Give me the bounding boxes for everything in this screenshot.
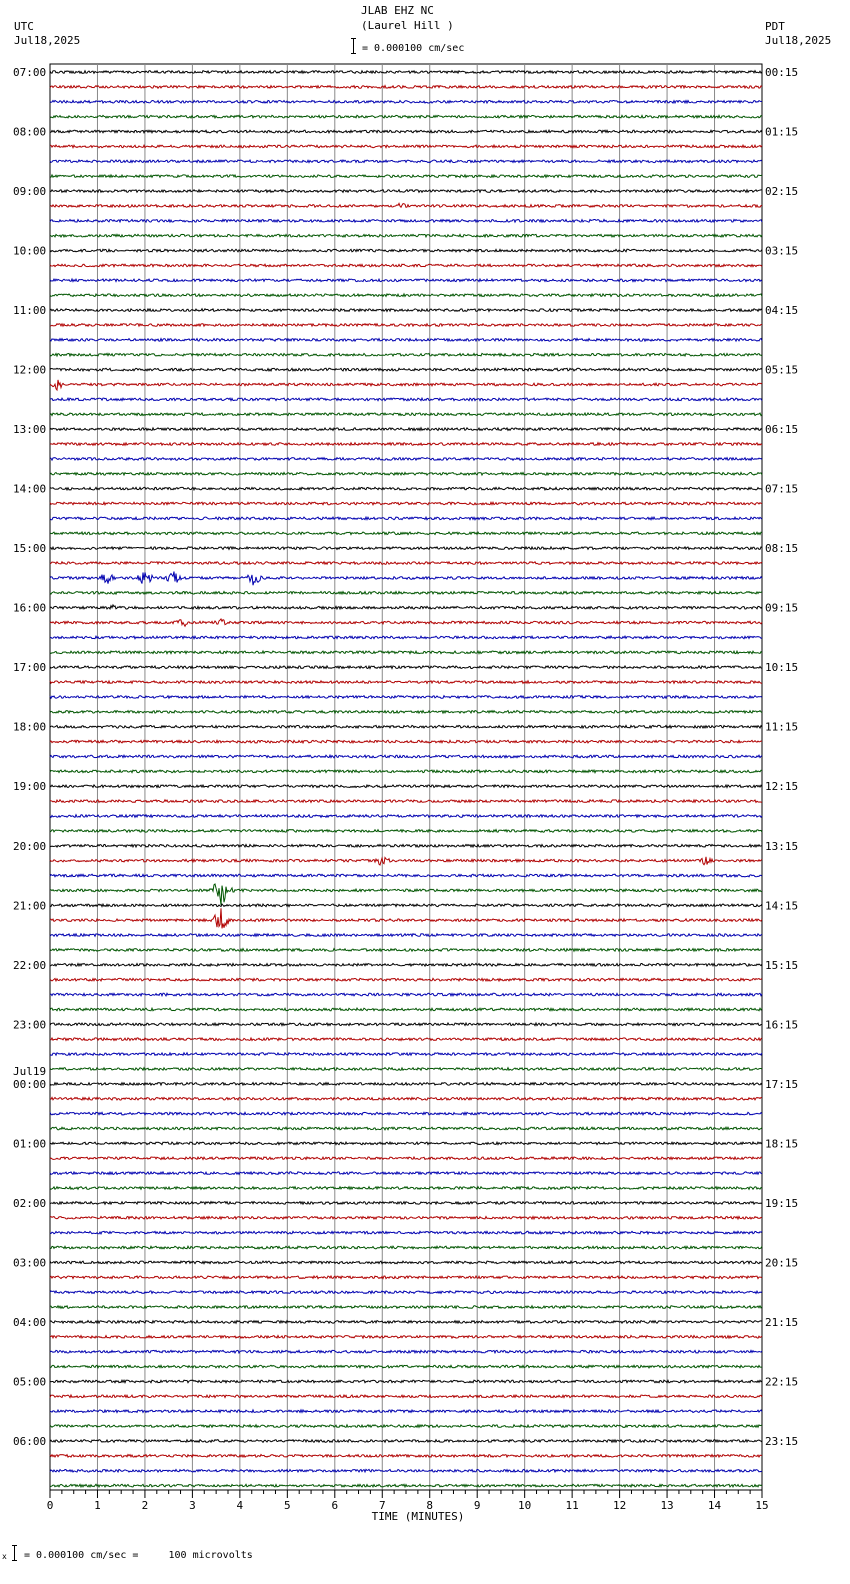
seismic-trace (50, 1410, 762, 1413)
seismic-trace (50, 884, 762, 905)
footer-marker: x (2, 1552, 7, 1561)
x-tick-label: 5 (284, 1499, 291, 1512)
seismic-trace (50, 1023, 762, 1026)
seismic-trace (50, 636, 762, 639)
pdt-hour-label: 20:15 (765, 1256, 799, 1270)
utc-hour-label: 02:00 (13, 1196, 47, 1210)
seismic-trace (50, 1231, 762, 1234)
seismic-trace (50, 815, 762, 818)
day-change-label: Jul19 (13, 1064, 47, 1078)
pdt-hour-label: 10:15 (765, 661, 799, 675)
seismic-trace (50, 487, 762, 490)
x-tick-label: 1 (94, 1499, 101, 1512)
seismic-trace (50, 1469, 762, 1472)
seismic-trace (50, 1276, 762, 1279)
station-location: (Laurel Hill ) (361, 19, 454, 32)
utc-hour-label: 07:00 (13, 66, 47, 79)
seismic-trace (50, 681, 762, 684)
seismic-trace (50, 857, 762, 865)
x-tick-label: 4 (236, 1499, 244, 1512)
pdt-hour-label: 19:15 (765, 1196, 799, 1210)
seismic-trace (50, 964, 762, 967)
pdt-hour-label: 03:15 (765, 244, 799, 258)
x-tick-label: 14 (707, 1499, 722, 1512)
utc-hour-label: 06:00 (13, 1434, 47, 1448)
x-tick-label: 6 (331, 1499, 339, 1512)
utc-hour-label: 22:00 (13, 958, 47, 972)
utc-hour-label: 23:00 (13, 1018, 47, 1032)
seismic-trace (50, 473, 762, 476)
utc-hour-label: 03:00 (13, 1256, 47, 1270)
seismic-trace (50, 874, 762, 877)
seismic-trace (50, 264, 762, 267)
seismic-trace (50, 175, 762, 178)
seismic-trace (50, 1306, 762, 1309)
seismic-trace (50, 443, 762, 446)
pdt-hour-label: 09:15 (765, 601, 799, 615)
seismic-trace (50, 1455, 762, 1458)
pdt-hour-label: 23:15 (765, 1434, 799, 1448)
seismic-trace (50, 1395, 762, 1398)
seismic-trace (50, 1008, 762, 1011)
seismic-trace (50, 294, 762, 297)
utc-hour-label: 18:00 (13, 720, 47, 734)
seismic-trace (50, 830, 762, 833)
x-tick-label: 13 (660, 1499, 674, 1512)
pdt-hour-label: 02:15 (765, 185, 799, 199)
seismic-trace (50, 725, 762, 728)
seismic-trace (50, 666, 762, 669)
utc-hour-label: 04:00 (13, 1315, 47, 1329)
seismic-trace (50, 279, 762, 282)
seismic-trace (50, 904, 762, 907)
x-tick-label: 7 (378, 1499, 386, 1512)
x-tick-label: 0 (46, 1499, 54, 1512)
x-tick-label: 12 (612, 1499, 627, 1512)
seismic-trace (50, 203, 762, 207)
utc-hour-label: 12:00 (13, 363, 47, 377)
seismic-trace (50, 517, 762, 520)
seismic-trace (50, 368, 762, 371)
pdt-date: Jul18,2025 (765, 34, 832, 47)
pdt-hour-label: 07:15 (765, 482, 799, 496)
seismic-trace (50, 785, 762, 788)
seismic-trace (50, 220, 762, 223)
utc-hour-label: 05:00 (13, 1375, 47, 1389)
pdt-hour-label: 18:15 (765, 1137, 799, 1151)
utc-date: Jul18,2025 (14, 34, 81, 47)
utc-hour-label: 21:00 (13, 899, 47, 913)
footer-scale-note: = 0.000100 cm/sec = 100 microvolts (24, 1550, 253, 1561)
seismic-trace (50, 1142, 762, 1145)
seismic-trace (50, 949, 762, 952)
seismic-trace (50, 502, 762, 505)
utc-hour-label: 15:00 (13, 542, 47, 556)
seismic-trace (50, 1097, 762, 1100)
pdt-hour-label: 22:15 (765, 1375, 799, 1389)
seismic-trace (50, 1440, 762, 1443)
seismic-trace (50, 1321, 762, 1324)
utc-hour-label: 01:00 (13, 1137, 47, 1151)
seismic-trace (50, 572, 762, 586)
utc-hour-label: 13:00 (13, 423, 47, 437)
seismic-trace (50, 309, 762, 312)
utc-hour-label: 19:00 (13, 780, 47, 794)
scale-bar-icon (351, 38, 356, 54)
seismic-trace (50, 1246, 762, 1249)
seismic-trace (50, 190, 762, 193)
seismic-trace (50, 605, 762, 609)
utc-hour-label: 11:00 (13, 304, 47, 318)
seismic-trace (50, 86, 762, 89)
seismic-trace (50, 1068, 762, 1071)
pdt-hour-label: 16:15 (765, 1018, 799, 1032)
pdt-hour-label: 15:15 (765, 958, 799, 972)
seismic-trace (50, 1053, 762, 1056)
seismic-trace (50, 1127, 762, 1130)
pdt-hour-label: 08:15 (765, 542, 799, 556)
pdt-hour-label: 17:15 (765, 1077, 799, 1091)
pdt-hour-label: 06:15 (765, 423, 799, 437)
seismic-trace (50, 592, 762, 595)
x-axis-label: TIME (MINUTES) (371, 1510, 465, 1523)
utc-hour-label: 09:00 (13, 185, 47, 199)
x-tick-label: 15 (755, 1499, 769, 1512)
seismic-trace (50, 978, 762, 981)
footer-scale-bar-icon (12, 1545, 17, 1561)
seismic-trace (50, 145, 762, 148)
utc-hour-label: 20:00 (13, 839, 47, 853)
seismic-trace (50, 532, 762, 535)
seismic-trace (50, 1202, 762, 1205)
seismic-trace (50, 380, 762, 390)
utc-hour-label: 08:00 (13, 125, 47, 139)
utc-hour-label: 10:00 (13, 244, 47, 258)
seismic-traces (50, 71, 762, 1487)
x-tick-label: 10 (518, 1499, 532, 1512)
seismic-trace (50, 1157, 762, 1160)
pdt-hour-label: 14:15 (765, 899, 799, 913)
seismic-trace (50, 711, 762, 714)
pdt-hour-label: 05:15 (765, 363, 799, 377)
pdt-hour-label: 11:15 (765, 720, 799, 734)
seismic-trace (50, 1112, 762, 1115)
seismic-trace (50, 1365, 762, 1368)
seismic-trace (50, 1217, 762, 1220)
pdt-hour-label: 00:15 (765, 66, 799, 79)
seismic-trace (50, 249, 762, 252)
utc-hour-label: 00:00 (13, 1077, 47, 1091)
x-tick-label: 8 (426, 1499, 434, 1512)
utc-hour-label: 14:00 (13, 482, 47, 496)
seismic-trace (50, 1484, 762, 1487)
seismic-trace (50, 696, 762, 699)
seismic-trace (50, 770, 762, 773)
seismic-trace (50, 101, 762, 104)
utc-label: UTC (14, 20, 34, 33)
pdt-label: PDT (765, 20, 785, 33)
seismic-trace (50, 324, 762, 327)
seismic-trace (50, 651, 762, 654)
seismic-trace (50, 934, 762, 937)
seismic-trace (50, 1187, 762, 1190)
seismic-trace (50, 562, 762, 565)
x-tick-label: 11 (565, 1499, 579, 1512)
seismic-trace (50, 619, 762, 626)
seismic-trace (50, 1172, 762, 1175)
seismic-trace (50, 755, 762, 758)
seismic-trace (50, 1291, 762, 1294)
pdt-hour-label: 04:15 (765, 304, 799, 318)
seismic-trace (50, 547, 762, 550)
seismic-trace (50, 1038, 762, 1041)
x-tick-label: 3 (189, 1499, 196, 1512)
seismic-trace (50, 160, 762, 163)
time-axis (13, 66, 798, 1523)
x-tick-label: 9 (473, 1499, 481, 1512)
seismic-trace (50, 1380, 762, 1383)
seismic-trace (50, 1336, 762, 1339)
seismic-trace (50, 413, 762, 416)
seismic-trace (50, 908, 762, 928)
utc-hour-label: 17:00 (13, 661, 47, 675)
x-tick-label: 2 (141, 1499, 149, 1512)
seismic-trace (50, 428, 762, 431)
utc-hour-label: 16:00 (13, 601, 47, 615)
pdt-hour-label: 01:15 (765, 125, 799, 139)
seismic-trace (50, 800, 762, 803)
seismic-trace (50, 115, 762, 118)
seismic-trace (50, 1261, 762, 1264)
scale-label: = 0.000100 cm/sec (362, 43, 465, 54)
seismic-trace (50, 339, 762, 342)
seismic-trace (50, 993, 762, 996)
seismic-trace (50, 1350, 762, 1353)
pdt-hour-label: 13:15 (765, 839, 799, 853)
pdt-hour-label: 21:15 (765, 1315, 799, 1329)
seismic-trace (50, 458, 762, 461)
seismic-trace (50, 845, 762, 848)
pdt-hour-label: 12:15 (765, 780, 799, 794)
seismic-trace (50, 71, 762, 74)
seismic-trace (50, 740, 762, 743)
seismic-trace (50, 234, 762, 237)
seismic-trace (50, 1425, 762, 1428)
seismic-trace (50, 353, 762, 356)
station-title: JLAB EHZ NC (361, 4, 434, 17)
seismic-trace (50, 1083, 762, 1086)
seismic-trace (50, 130, 762, 133)
seismic-trace (50, 398, 762, 401)
